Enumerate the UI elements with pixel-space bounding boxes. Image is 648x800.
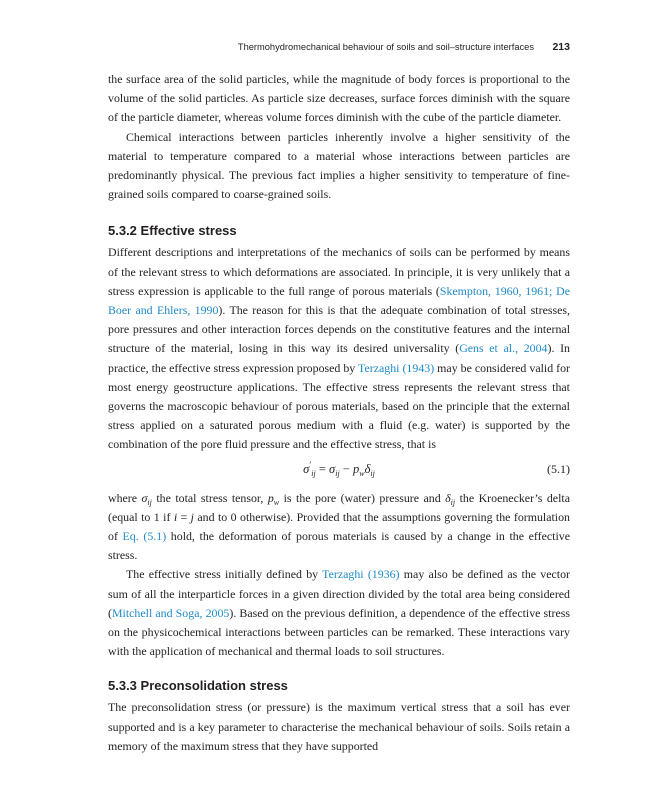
citation-link[interactable]: Mitchell and Soga, 2005 (111, 605, 230, 620)
citation-link[interactable]: Gens et al., 2004 (459, 341, 548, 356)
equation-formula: $\sigma'_{ij} = \sigma_{ij} - p_w\delta_{ij}$ (303, 459, 375, 478)
paragraph (108, 243, 570, 454)
citation-link[interactable]: Skempton, 1960, 1961; De Boer and Ehlers, 1990 (108, 283, 570, 318)
text-run: may be considered valid for most energy geostructure applications. The effective stress represents the relevant stress that governs the macroscopic behaviour of porous materials, based on the principle that the external stress applied on a saturated porous medium with a fluid (e.g. water) is supported by the combination of the pore fluid pressure and the effective stress, that is (108, 360, 571, 452)
paragraph: where $\sigma_{ij}$ the total stress tensor, $p_w$ is the pore (water) pressure and $\delta_{ij}$ the Kroenecker’s delta (equal to 1 if i = j and to 0 otherwise). Provided that the assumptions governing the formulation of Eq. (5.1) hold, the deformation of porous materials is caused by a change in the effective stress. (108, 490, 571, 563)
text-run: ). Based on the previous definition, a dependence of the effective stress on the physicochemical interactions between particles can be remarked. These interactions vary with the application of mechanical and thermal loads to soil structures. (108, 605, 570, 659)
page-number: 213 (552, 41, 570, 53)
paragraph: The preconsolidation stress (or pressure) is the maximum vertical stress that a soil has ever supported and is a key parameter to characterise the mechanical behaviour of soils. Soils retain a memory of the maximum stress that they have supported (108, 700, 570, 753)
section-heading-effective-stress: 5.3.2 Effective stress (108, 223, 237, 239)
text-run: ). In practice, the effective stress expression proposed by (108, 341, 570, 375)
page-content (108, 70, 570, 756)
citation-link[interactable]: Terzaghi (1936) (322, 567, 400, 582)
section-heading-preconsolidation-stress: 5.3.3 Preconsolidation stress (108, 678, 288, 694)
text-run: may also be defined as the vector sum of all the interparticle forces in a given direction divided by the total area being considered ( (108, 567, 571, 620)
citation-link[interactable]: Terzaghi (1943) (358, 360, 435, 375)
equation-5-1 (108, 459, 570, 481)
equation-link[interactable]: Eq. (5.1) (122, 529, 167, 544)
paragraph: the surface area of the solid particles, while the magnitude of body forces is proportional to the volume of the solid particles. As particle size decreases, surface forces diminish with the square of the particle diameter, whereas volume forces diminish with the cube of the particle diameter. (108, 72, 570, 125)
running-title: Thermohydromechanical behaviour of soils and soil–structure interfaces (237, 42, 534, 52)
paragraph: Chemical interactions between particles inherently involve a higher sensitivity of the material to temperature compared to a material whose interactions between particles are predominantly physical. The previous fact implies a higher sensitivity to temperature of fine-grained soils compared to coarse-grained soils. (108, 129, 570, 202)
text-run: Different descriptions and interpretations of the mechanics of soils can be performed by means of the relevant stress to which deformations are associated. In principle, it is very unlikely that a stress expression is applicable to the full range of porous materials ( (108, 245, 570, 298)
running-header (108, 40, 570, 56)
paragraph (108, 565, 570, 661)
text-run: The effective stress initially defined by (126, 567, 323, 582)
text-run: ). The reason for this is that the adequate combination of total stresses, pore pressures and other interaction forces depends on the constitutive features and the internal structure of the material, losing in this way its desired universality ( (108, 303, 570, 356)
equation-number: (5.1) (547, 461, 570, 476)
